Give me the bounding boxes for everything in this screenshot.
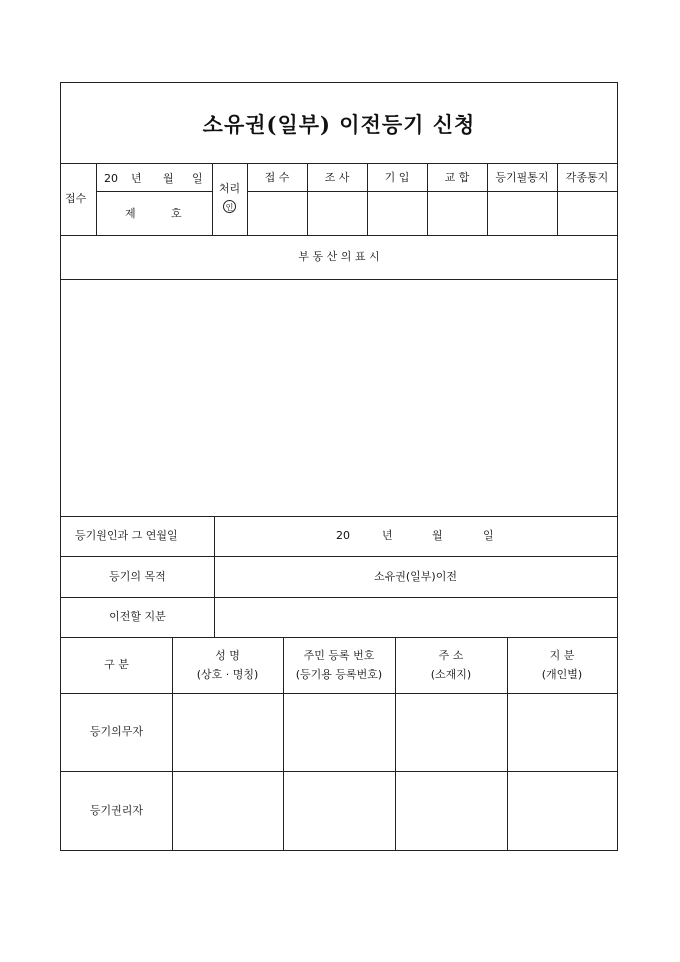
- processing-label: 처리: [218, 182, 241, 195]
- divider: [61, 597, 617, 598]
- property-content[interactable]: [71, 288, 607, 508]
- cause-label: 등기원인과 그 연월일: [75, 529, 178, 542]
- processing-col-misc-notice: 각종통지: [565, 171, 609, 184]
- purpose-label: 등기의 목적: [109, 570, 166, 583]
- processing-col-inspect: 조 사: [324, 171, 350, 184]
- divider: [61, 556, 617, 557]
- processing-col-complete-notice: 등기필통지: [495, 171, 549, 184]
- cause-date-month: 월: [432, 529, 443, 542]
- divider: [61, 771, 617, 772]
- reception-number-je: 제: [125, 207, 136, 220]
- divider: [96, 163, 97, 235]
- cause-date-year: 년: [382, 529, 393, 542]
- reception-date-day: 일: [192, 172, 203, 185]
- form-title: 소유권(일부) 이전등기 신청: [202, 112, 476, 137]
- party-header-name: 성 명: [215, 649, 240, 662]
- share-label: 이전할 지분: [109, 610, 166, 623]
- party-header-address-sub: (소재지): [430, 668, 472, 681]
- registration-form: [60, 82, 618, 851]
- party-row-obligor: 등기의무자: [89, 725, 144, 738]
- processing-col-record: 기 입: [384, 171, 410, 184]
- party-header-id: 주민 등록 번호: [303, 649, 375, 662]
- party-header-share-sub: (개인별): [541, 668, 583, 681]
- seal-mark: [223, 200, 236, 213]
- divider: [61, 279, 617, 280]
- reception-label: 접수: [65, 192, 87, 205]
- divider: [61, 693, 617, 694]
- party-header-name-sub: (상호 · 명칭): [196, 668, 259, 681]
- reception-date-year: 년: [131, 172, 142, 185]
- party-header-address: 주 소: [438, 649, 464, 662]
- processing-col-receipt: 접 수: [264, 171, 290, 184]
- party-header-share: 지 분: [549, 649, 575, 662]
- party-row-holder: 등기권리자: [89, 804, 144, 817]
- reception-date-prefix: 20: [104, 172, 118, 185]
- divider: [61, 516, 617, 517]
- purpose-value: 소유권(일부)이전: [374, 570, 457, 583]
- property-header: 부 동 산 의 표 시: [298, 250, 380, 263]
- divider: [247, 191, 617, 192]
- processing-col-verify: 교 합: [444, 171, 470, 184]
- reception-date-month: 월: [163, 172, 174, 185]
- divider: [61, 163, 617, 164]
- reception-number-ho: 호: [171, 207, 182, 220]
- divider: [96, 191, 212, 192]
- party-header-type: 구 분: [104, 658, 129, 671]
- divider: [61, 637, 617, 638]
- cause-date-prefix: 20: [336, 529, 350, 542]
- divider: [61, 235, 617, 236]
- cause-date-day: 일: [483, 529, 494, 542]
- divider: [212, 163, 213, 235]
- seal-mark-text: 인: [225, 203, 234, 212]
- party-header-id-sub: (등기용 등록번호): [295, 668, 383, 681]
